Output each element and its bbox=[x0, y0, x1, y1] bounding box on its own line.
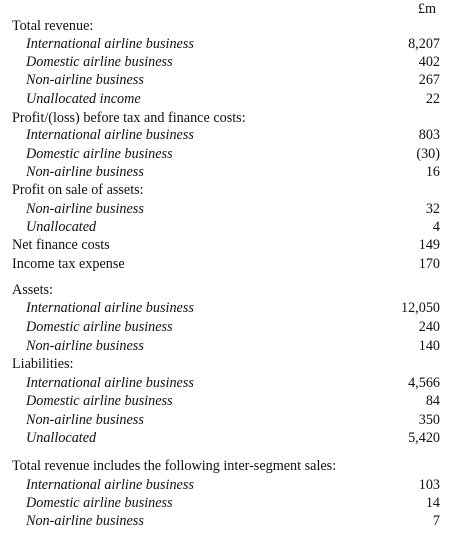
amount-value: 12,050 bbox=[400, 300, 440, 316]
table-row bbox=[0, 35, 458, 53]
segment-label: International airline business bbox=[26, 375, 194, 391]
segment-label: International airline business bbox=[26, 36, 194, 52]
table-row bbox=[0, 281, 458, 299]
table-row bbox=[0, 392, 458, 410]
section-label: Liabilities: bbox=[12, 356, 74, 372]
table-row bbox=[0, 411, 458, 429]
segment-label: Unallocated bbox=[26, 219, 97, 235]
amount-value: 240 bbox=[418, 319, 440, 335]
table-row bbox=[0, 457, 458, 475]
segment-label: Non-airline business bbox=[26, 164, 144, 180]
table-row bbox=[0, 145, 458, 163]
amount-value: 14 bbox=[425, 495, 440, 511]
segment-label: Domestic airline business bbox=[26, 146, 173, 162]
table-row bbox=[0, 476, 458, 494]
section-label: Profit on sale of assets: bbox=[12, 182, 144, 198]
table-row bbox=[0, 126, 458, 144]
table-row bbox=[0, 53, 458, 71]
section-label: Total revenue includes the following inter-segment sales: bbox=[12, 458, 337, 474]
segment-label: Domestic airline business bbox=[26, 495, 173, 511]
amount-value: 402 bbox=[418, 54, 440, 70]
segment-label: Non-airline business bbox=[26, 72, 144, 88]
unit-header: £m bbox=[417, 1, 436, 17]
amount-value: 4,566 bbox=[408, 375, 440, 391]
table-row bbox=[0, 236, 458, 254]
amount-value: 267 bbox=[418, 72, 440, 88]
segment-label: Domestic airline business bbox=[26, 393, 173, 409]
table-row bbox=[0, 337, 458, 355]
segment-label: Domestic airline business bbox=[26, 54, 173, 70]
amount-value: 5,420 bbox=[408, 430, 440, 446]
segment-label: Non-airline business bbox=[26, 201, 144, 217]
segment-label: Domestic airline business bbox=[26, 319, 173, 335]
amount-value: 350 bbox=[418, 412, 440, 428]
segment-label: International airline business bbox=[26, 300, 194, 316]
segment-label: Unallocated bbox=[26, 430, 97, 446]
segment-label: International airline business bbox=[26, 477, 194, 493]
amount-value: 103 bbox=[418, 477, 440, 493]
table-row bbox=[0, 181, 458, 199]
table-row bbox=[0, 318, 458, 336]
section-label: Income tax expense bbox=[12, 256, 125, 272]
amount-value: 7 bbox=[432, 513, 440, 529]
section-label: Profit/(loss) before tax and finance costs: bbox=[12, 110, 246, 126]
section-label: Total revenue: bbox=[12, 18, 94, 34]
amount-value: 22 bbox=[425, 91, 440, 107]
amount-value: (30) bbox=[416, 146, 440, 162]
table-row bbox=[0, 429, 458, 447]
amount-value: 84 bbox=[425, 393, 440, 409]
table-row bbox=[0, 255, 458, 273]
amount-value: 8,207 bbox=[408, 36, 440, 52]
table-row bbox=[0, 109, 458, 127]
amount-value: 16 bbox=[425, 164, 440, 180]
amount-value: 149 bbox=[418, 237, 440, 253]
amount-value: 32 bbox=[425, 201, 440, 217]
table-row bbox=[0, 512, 458, 530]
table-row bbox=[0, 17, 458, 35]
amount-value: 4 bbox=[432, 219, 440, 235]
amount-value: 140 bbox=[418, 338, 440, 354]
table-row bbox=[0, 494, 458, 512]
table-row bbox=[0, 355, 458, 373]
segment-label: Non-airline business bbox=[26, 338, 144, 354]
table-row bbox=[0, 163, 458, 181]
segment-label: Non-airline business bbox=[26, 412, 144, 428]
table-row bbox=[0, 71, 458, 89]
amount-value: 170 bbox=[418, 256, 440, 272]
amount-value: 803 bbox=[418, 127, 440, 143]
table-row bbox=[0, 90, 458, 108]
segment-label: International airline business bbox=[26, 127, 194, 143]
section-label: Assets: bbox=[12, 282, 53, 298]
section-label: Net finance costs bbox=[12, 237, 110, 253]
table-row bbox=[0, 374, 458, 392]
segment-label: Unallocated income bbox=[26, 91, 141, 107]
segment-label: Non-airline business bbox=[26, 513, 144, 529]
table-row bbox=[0, 218, 458, 236]
table-row bbox=[0, 200, 458, 218]
table-row bbox=[0, 299, 458, 317]
